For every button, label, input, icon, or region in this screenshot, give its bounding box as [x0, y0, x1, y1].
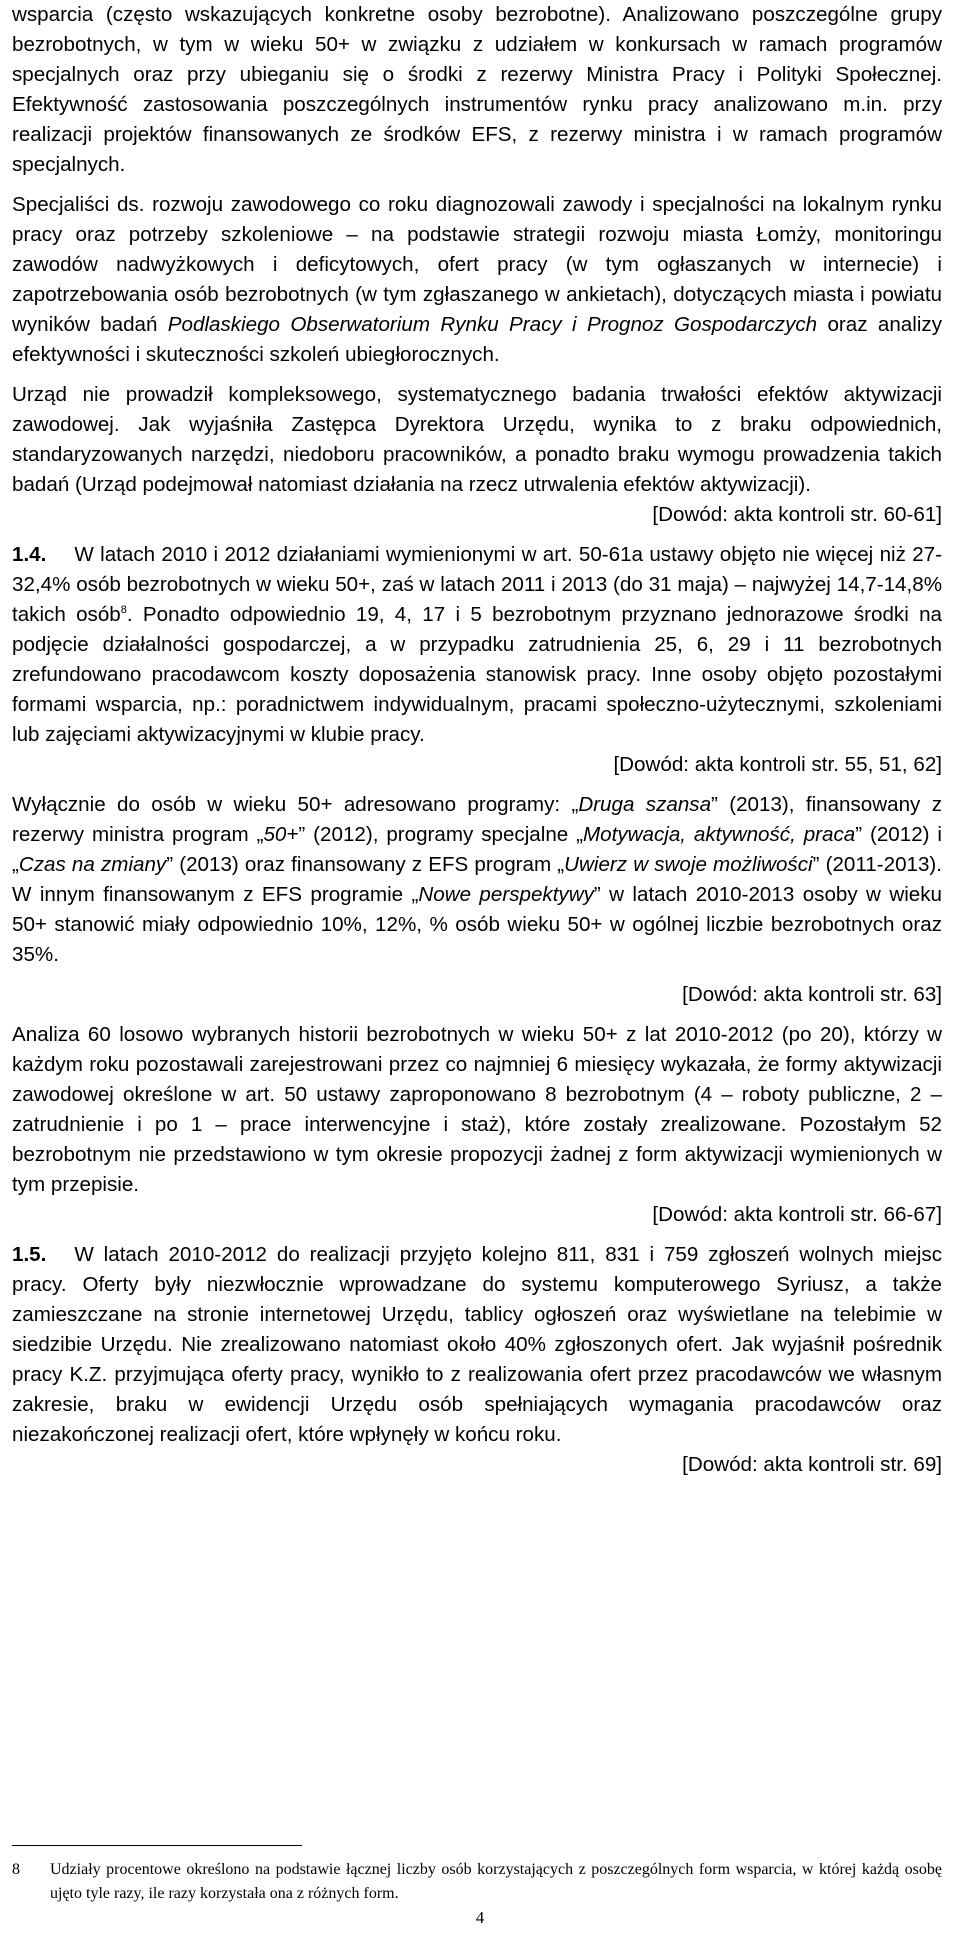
paragraph-intro: wsparcia (często wskazujących konkretne osoby bezrobotne). Analizowano poszczególne grupy bezrobotnych, w tym w wieku 50+ w związku z udziałem w konkursach w ramach programów specjalnych oraz przy ubieganiu się o środki z rezerwy Ministra Pracy i Polityki Społecznej. Efektywność zastosowania poszczególnych instrumentów rynku pracy analizowano m.in. przy realizacji projektów finansowanych ze środków EFS, z rezerwy ministra i w ramach programów specjalnych.	[12, 3, 942, 176]
text-span: Analiza 60 losowo wybranych historii bezrobotnych w wieku 50+ z lat 2010-2012 (po 20), którzy w każdym roku pozostawali zarejestrowani przez co najmniej 6 miesięcy wykazała, że formy aktywizacji zawodowej określone w art. 50 ustawy zaproponowano 8 bezrobotnym (4 – roboty publiczne, 2 – zatrudnienie i po 1 – prace interwencyjne i staż), które zostały zrealizowane. Pozostałym 52 bezrobotnym nie przedstawiono w tym okresie propozycji żadnej z form aktywizacji wymienionych w tym przepisie.	[12, 1023, 942, 1196]
footnote-mark: 8	[12, 1861, 20, 1878]
text-span: ” (2011-2013). W innym finansowanym z EFS programie „	[12, 853, 943, 906]
text-span: Wyłącznie do osób w wieku 50+ adresowano programy: „	[12, 793, 579, 816]
evidence-reference: [Dowód: akta kontroli str. 69]	[682, 1453, 942, 1476]
evidence-reference: [Dowód: akta kontroli str. 66-67]	[652, 1203, 942, 1226]
text-span: oraz analizy efektywności i skuteczności szkoleń ubiegłorocznych.	[12, 313, 942, 366]
paragraph-specialists	[12, 190, 942, 370]
text-span: ” (2012), programy specjalne „	[298, 823, 584, 846]
paragraph-programs	[12, 790, 942, 970]
paragraph-analysis	[12, 1020, 942, 1230]
section-number: 1.5.	[12, 1243, 47, 1266]
text-span: ” (2013) oraz finansowany z EFS program „	[166, 853, 565, 876]
page-number: 4	[475, 1908, 485, 1927]
paragraph-section-1-4	[12, 540, 942, 780]
text-span: . Ponadto odpowiednio 19, 4, 17 i 5 bezrobotnym przyznano jednorazowe środki na podjęcie działalności gospodarczej, a w przypadku zatrudnienia 25, 6, 29 i 11 bezrobotnych zrefundowano pracodawcom koszty doposażenia stanowisk pracy. Inne osoby objęto pozostałymi formami wsparcia, np.: poradnictwem indywidualnym, pracami społeczno-użytecznymi, szkoleniami lub zajęciami aktywizacyjnymi w klubie pracy.	[12, 603, 942, 746]
italic-program-name: Druga szansa	[578, 793, 712, 816]
footnote-reference: 8	[120, 604, 127, 617]
text-span: ” (2013), finansowany z rezerwy ministra program „	[12, 793, 942, 846]
evidence-reference: [Dowód: akta kontroli str. 55, 51, 62]	[613, 753, 942, 776]
footnote	[12, 1858, 942, 1906]
text-span: W latach 2010-2012 do realizacji przyjęto kolejno 811, 831 i 759 zgłoszeń wolnych miejsc pracy. Oferty były niezwłocznie wprowadzane do systemu komputerowego Syriusz, a także zamieszczane na stronie internetowej Urzędu, tablicy ogłoszeń oraz wyświetlane na telebimie w siedzibie Urzędu. Nie zrealizowano natomiast około 40% zgłoszonych ofert. Jak wyjaśnił pośrednik pracy K.Z. przyjmująca oferty pracy, wynikło to z realizowania ofert przez pracodawców we własnym zakresie, braku w ewidencji Urzędu osób spełniających wymagania pracodawców oraz niezakończonej realizacji ofert, które wpłynęły w końcu roku.	[12, 1243, 942, 1446]
evidence-reference: [Dowód: akta kontroli str. 60-61]	[652, 503, 942, 526]
text-span: ” (2012) i „	[12, 823, 943, 876]
section-number: 1.4.	[12, 543, 47, 566]
text-span: Urząd nie prowadził kompleksowego, systematycznego badania trwałości efektów aktywizacji zawodowej. Jak wyjaśniła Zastępca Dyrektora Urzędu, wynika to z braku odpowiednich, standaryzowanych narzędzi, niedoboru pracowników, a ponadto braku wymogu prowadzenia takich badań (Urząd podejmował natomiast działania na rzecz utrwalenia efektów aktywizacji).	[12, 383, 942, 496]
italic-program-name: Nowe perspektywy	[418, 883, 594, 906]
italic-program-name: Motywacja, aktywność, praca	[583, 823, 856, 846]
italic-program-name: 50+	[263, 823, 299, 846]
italic-institution-name: Podlaskiego Obserwatorium Rynku Pracy i Prognoz Gospodarczych	[167, 313, 818, 336]
footnote-text: Udziały procentowe określono na podstawie łącznej liczby osób korzystających z poszczególnych form wsparcia, w której każdą osobę ujęto tyle razy, ile razy korzystała ona z różnych form.	[50, 1861, 942, 1902]
evidence-reference: [Dowód: akta kontroli str. 63]	[682, 983, 942, 1006]
text-span: ” w latach 2010-2013 osoby w wieku 50+ stanowić miały odpowiednio 10%, 12%, % osób wieku 50+ w ogólnej liczbie bezrobotnych oraz 35%.	[12, 883, 942, 966]
italic-program-name: Czas na zmiany	[18, 853, 167, 876]
paragraph-durability	[12, 380, 942, 530]
paragraph-section-1-5	[12, 1240, 942, 1480]
text-span: Specjaliści ds. rozwoju zawodowego co roku diagnozowali zawody i specjalności na lokalnym rynku pracy oraz potrzeby szkoleniowe – na podstawie strategii rozwoju miasta Łomży, monitoringu zawodów nadwyżkowych i deficytowych, ofert pracy (w tym ogłaszanych w internecie) i zapotrzebowania osób bezrobotnych (w tym zgłaszanego w ankietach), dotyczących miasta i powiatu wyników badań	[12, 193, 942, 336]
footnote-separator	[12, 1845, 302, 1846]
text-span: W latach 2010 i 2012 działaniami wymienionymi w art. 50-61a ustawy objęto nie więcej niż 27-32,4% osób bezrobotnych w wieku 50+, zaś w latach 2011 i 2013 (do 31 maja) – najwyżej 14,7-14,8% takich osób	[12, 543, 942, 626]
italic-program-name: Uwierz w swoje możliwości	[564, 853, 813, 876]
